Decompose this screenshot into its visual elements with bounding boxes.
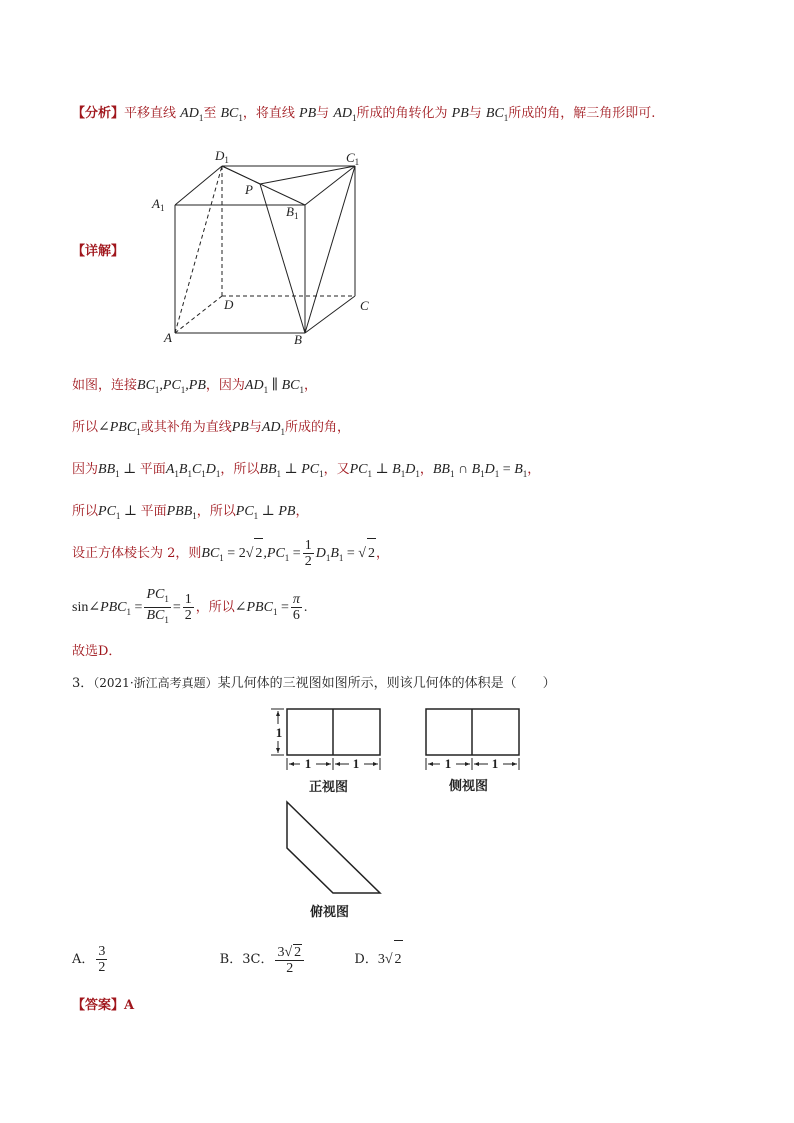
front-view-label: 正视图 <box>309 780 349 795</box>
label-D: D <box>224 297 234 312</box>
dim-front-2: 1 <box>352 756 360 771</box>
solution-line-5: 设正方体棱长为 2，则$BC_1 = 2√$ $2,PC_1$ = $\frac{1}{2}$ $D_1B_1$ = √ 2， <box>72 538 389 569</box>
dim-front-1: 1 <box>304 756 312 771</box>
solution-line-4: 所以$PC_1$ ⊥ 平面$PBB_1$，所以$PC_1$ ⊥ PB， <box>72 504 309 521</box>
solution-line-6: $\sin\angle PBC_1$ = $\frac{PC_1}{BC_1}$ = $\frac{1}{2}$ ，所以$\angle PBC_1$ = $\frac{\pi}{6}$ . <box>72 587 308 625</box>
solution-line-7: 故选D． <box>72 644 122 659</box>
solution-line-1: 如图，连接$BC_1,PC_1,PB$，因为$AD_1$ ∥ $BC_1$， <box>72 378 317 395</box>
dim-side-2: 1 <box>491 756 499 771</box>
top-view-label: 俯视图 <box>310 905 350 920</box>
solution-line-2: 所以$\angle PBC_1$或其补角为直线PB与$AD_1$所成的角， <box>72 420 351 437</box>
label-P: P <box>245 182 253 197</box>
label-B: B <box>294 332 302 347</box>
analysis-tag: 【分析】 <box>72 106 125 121</box>
solution-line-3: 因为$BB_1$ ⊥ 平面$A_1B_1C_1D_1$，所以$BB_1$ ⊥ $PC_1$，又$PC_1$ ⊥ $B_1D_1$，$BB_1$ ∩ $B_1D_1 = B_1$， <box>72 462 541 479</box>
answer-value: A <box>124 998 135 1013</box>
analysis-line: 【分析】平移直线 $AD_1$至 $BC_1$，将直线 PB与 $AD_1$所成的角转化为 PB与 $BC_1$所成的角，解三角形即可. <box>72 106 656 123</box>
dim-side-1: 1 <box>444 756 452 771</box>
answer-line: 【答案】A <box>72 998 135 1013</box>
dim-front-height: 1 <box>275 725 283 740</box>
option-b-c: B．3C． <box>219 952 274 967</box>
label-D1: $D_1$ <box>215 148 229 165</box>
label-A: A <box>164 330 172 345</box>
question-3: 3．（2021·浙江高考真题）某几何体的三视图如图所示，则该几何体的体积是（ ） <box>72 676 556 691</box>
label-C: C <box>360 298 369 313</box>
detail-tag: 【详解】 <box>72 244 125 259</box>
option-a: A． <box>72 952 95 967</box>
label-A1: $A_1$ <box>152 196 165 213</box>
label-C1: $C_1$ <box>346 150 360 167</box>
label-B1: $B_1$ <box>286 204 299 221</box>
side-view-label: 侧视图 <box>449 779 489 794</box>
option-d: D． <box>354 952 378 967</box>
options-line: A． $\frac{3}{2}$ B．3C． $\frac{3√ 2}{2}$ D．3√ 2 <box>72 940 403 979</box>
